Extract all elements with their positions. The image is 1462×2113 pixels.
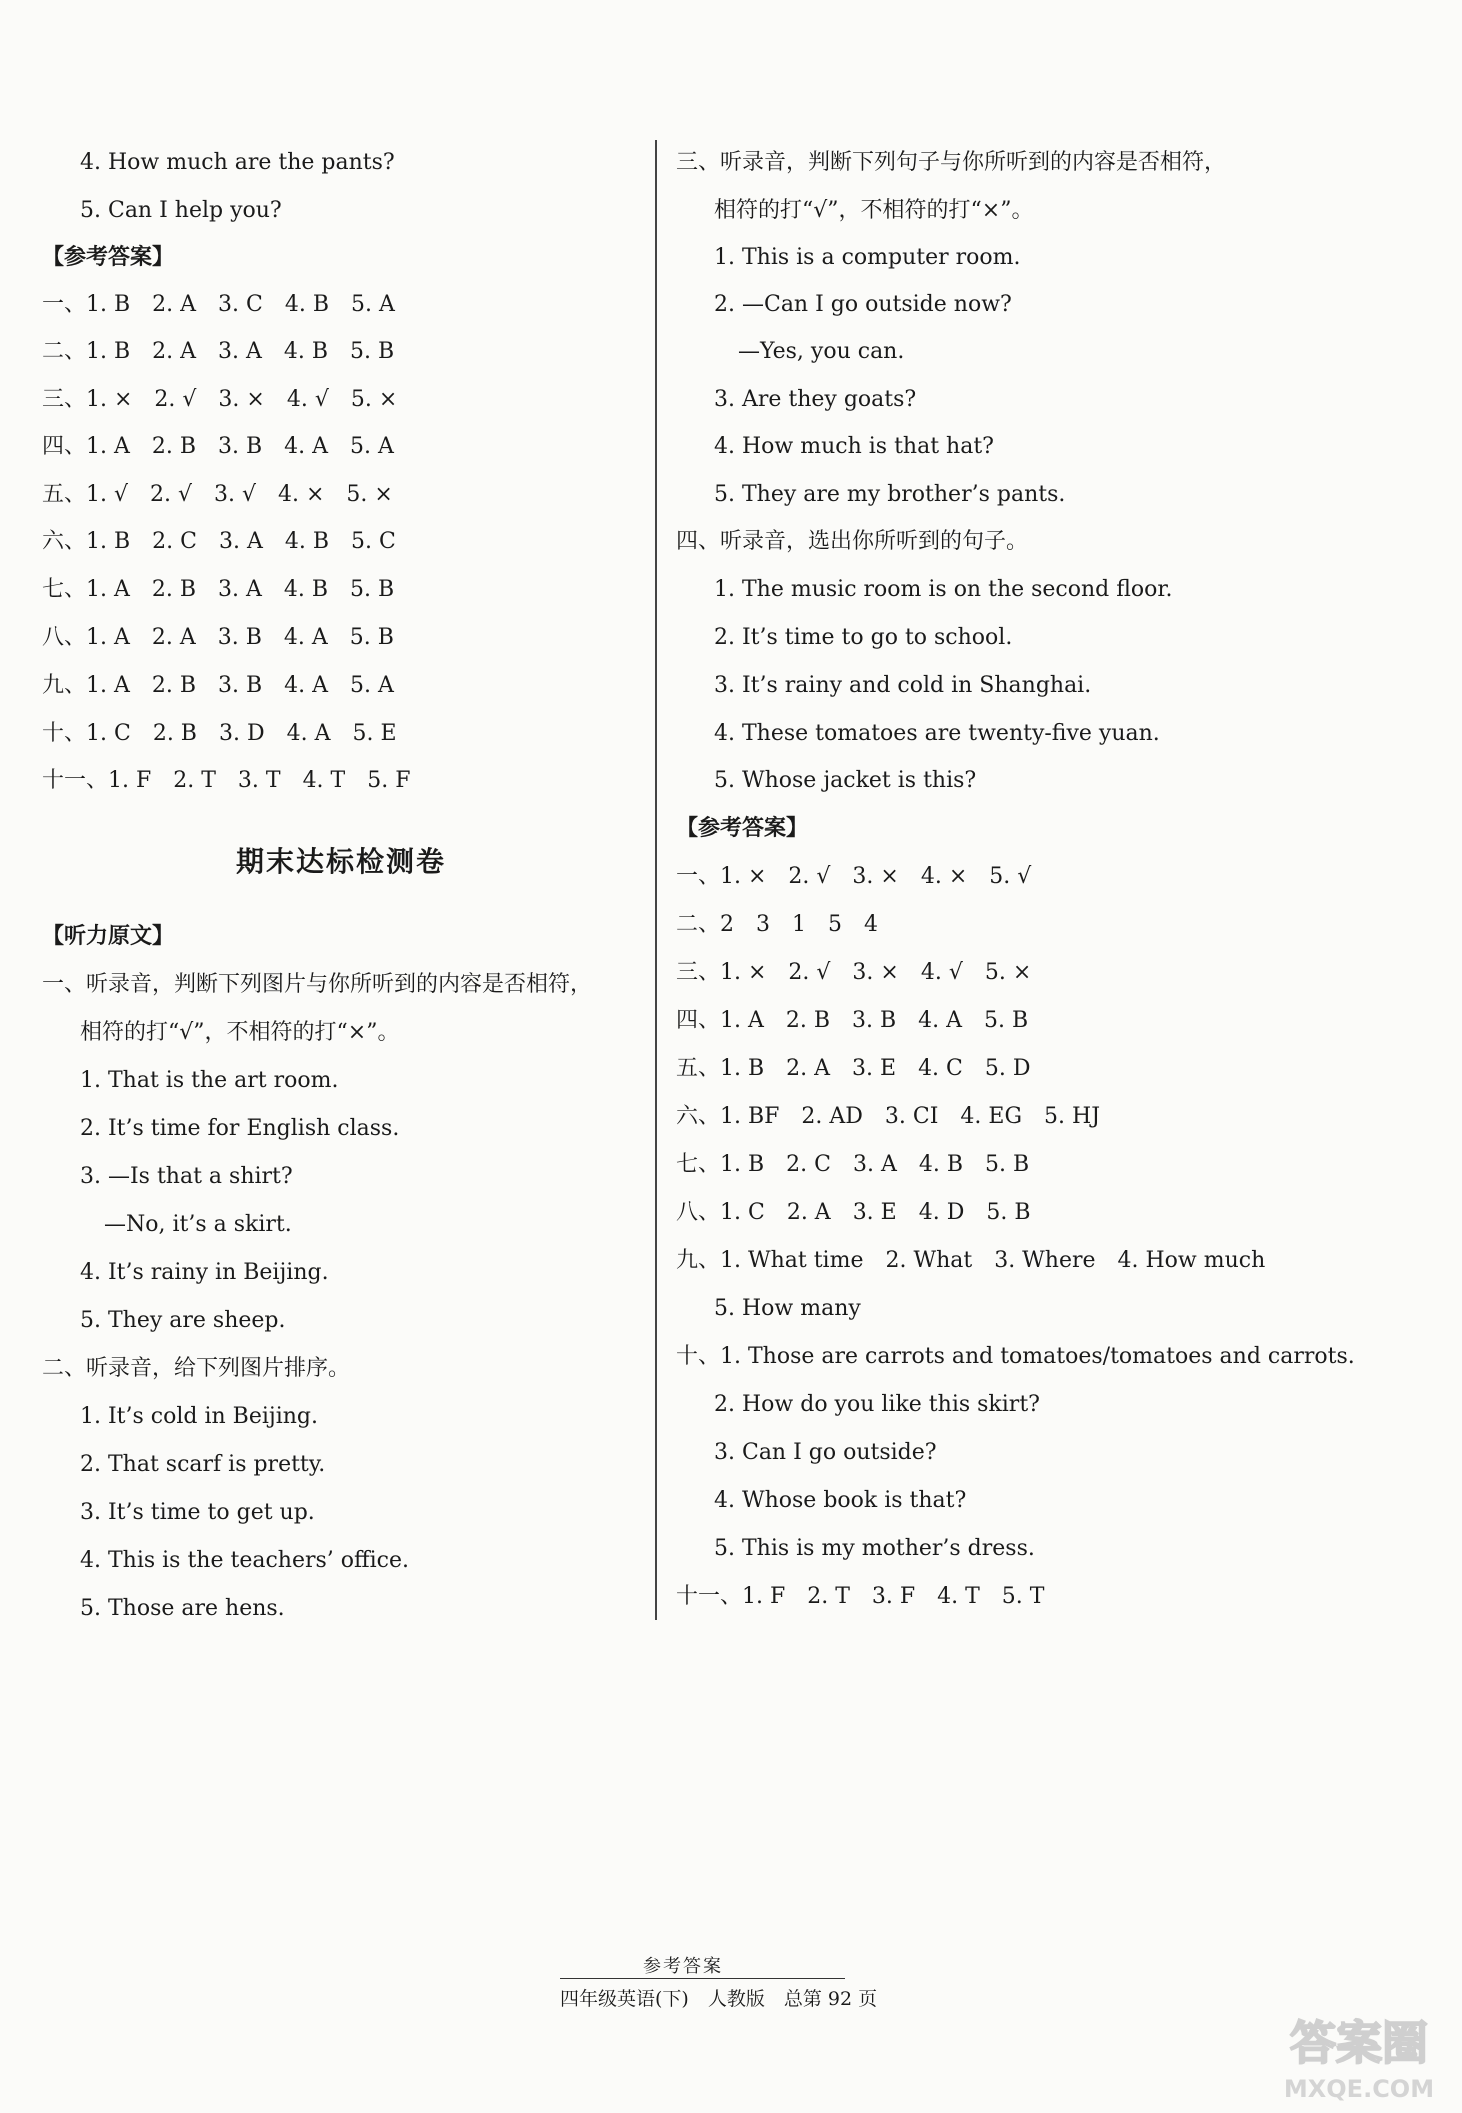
question-instruction: 相符的打“√”，不相符的打“×”。 (80, 1020, 400, 1045)
text-line: 5. Those are hens. (80, 1596, 285, 1621)
question-instruction: 二、听录音，给下列图片排序。 (42, 1356, 351, 1381)
text-line: 4. It’s rainy in Beijing. (80, 1260, 329, 1285)
answer-line: 六、1. B 2. C 3. A 4. B 5. C (42, 529, 396, 554)
answer-line: 八、1. C 2. A 3. E 4. D 5. B (676, 1200, 1031, 1225)
text-line: 1. It’s cold in Beijing. (80, 1404, 318, 1429)
watermark-logo-icon (1264, 2007, 1454, 2107)
text-line: 4. This is the teachers’ office. (80, 1548, 410, 1573)
answer-line: 十一、1. F 2. T 3. T 4. T 5. F (42, 768, 411, 793)
answer-line: 一、1. B 2. A 3. C 4. B 5. A (42, 292, 395, 317)
watermark-text-bottom: MXQE.COM (1283, 2075, 1435, 2103)
answer-line: 5. How many (714, 1296, 861, 1321)
answer-line: 三、1. × 2. √ 3. × 4. √ 5. × (676, 960, 1032, 985)
column-divider (655, 140, 657, 1620)
answer-line: 九、1. A 2. B 3. B 4. A 5. A (42, 673, 394, 698)
text-line: 5. They are my brother’s pants. (714, 482, 1066, 507)
text-line: 1. The music room is on the second floor. (714, 577, 1173, 602)
question-instruction: 一、听录音，判断下列图片与你所听到的内容是否相符， (42, 972, 593, 997)
question-instruction: 四、听录音，选出你所听到的句子。 (676, 529, 1029, 554)
text-line: 2. —Can I go outside now? (714, 292, 1012, 317)
text-line: 1. This is a computer room. (714, 245, 1021, 270)
answer-heading: 【参考答案】 (676, 816, 809, 841)
text-line: 3. Are they goats? (714, 387, 917, 412)
answer-line: 十、1. C 2. B 3. D 4. A 5. E (42, 721, 397, 746)
question-instruction: 三、听录音，判断下列句子与你所听到的内容是否相符， (676, 150, 1227, 175)
answer-line: 二、1. B 2. A 3. A 4. B 5. B (42, 339, 395, 364)
answer-line: 3. Can I go outside? (714, 1440, 937, 1465)
answer-line: 三、1. × 2. √ 3. × 4. √ 5. × (42, 387, 398, 412)
text-line: 2. It’s time to go to school. (714, 625, 1013, 650)
text-line: 2. It’s time for English class. (80, 1116, 400, 1141)
answer-line: 九、1. What time 2. What 3. Where 4. How much (676, 1248, 1266, 1273)
watermark-logo (1264, 2007, 1454, 2107)
text-line: —Yes, you can. (738, 339, 905, 364)
footer-rule (560, 1978, 845, 1979)
answer-line: 十、1. Those are carrots and tomatoes/tomatoes and carrots. (676, 1344, 1355, 1369)
text-line: 4. These tomatoes are twenty-five yuan. (714, 721, 1160, 746)
answer-line: 五、1. √ 2. √ 3. √ 4. × 5. × (42, 482, 393, 507)
text-line: 5. Can I help you? (80, 198, 282, 223)
answer-line: 五、1. B 2. A 3. E 4. C 5. D (676, 1056, 1031, 1081)
answer-line: 七、1. A 2. B 3. A 4. B 5. B (42, 577, 395, 602)
answer-line: 4. Whose book is that? (714, 1488, 967, 1513)
answer-line: 八、1. A 2. A 3. B 4. A 5. B (42, 625, 394, 650)
text-line: 5. Whose jacket is this? (714, 768, 977, 793)
text-line: —No, it’s a skirt. (104, 1212, 292, 1237)
text-line: 5. They are sheep. (80, 1308, 286, 1333)
footer-page-info: 四年级英语(下) 人教版 总第 92 页 (560, 1988, 878, 2010)
text-line: 3. It’s time to get up. (80, 1500, 315, 1525)
text-line: 3. —Is that a shirt? (80, 1164, 293, 1189)
footer-title: 参考答案 (643, 1956, 723, 1977)
answer-line: 四、1. A 2. B 3. B 4. A 5. A (42, 434, 394, 459)
answer-line: 二、2 3 1 5 4 (676, 912, 878, 937)
answer-line: 六、1. BF 2. AD 3. CI 4. EG 5. HJ (676, 1104, 1101, 1129)
answer-line: 七、1. B 2. C 3. A 4. B 5. B (676, 1152, 1030, 1177)
listening-heading: 【听力原文】 (42, 924, 175, 949)
answer-line: 一、1. × 2. √ 3. × 4. × 5. √ (676, 864, 1032, 889)
answer-line: 5. This is my mother’s dress. (714, 1536, 1035, 1561)
text-line: 1. That is the art room. (80, 1068, 339, 1093)
question-instruction: 相符的打“√”，不相符的打“×”。 (714, 198, 1034, 223)
answer-heading: 【参考答案】 (42, 245, 175, 270)
section-title: 期末达标检测卷 (236, 845, 447, 878)
text-line: 2. That scarf is pretty. (80, 1452, 326, 1477)
text-line: 3. It’s rainy and cold in Shanghai. (714, 673, 1092, 698)
answer-line: 十一、1. F 2. T 3. F 4. T 5. T (676, 1584, 1045, 1609)
watermark-text-top: 答案圈 (1290, 2016, 1428, 2070)
answer-line: 2. How do you like this skirt? (714, 1392, 1040, 1417)
answer-line: 四、1. A 2. B 3. B 4. A 5. B (676, 1008, 1029, 1033)
text-line: 4. How much are the pants? (80, 150, 395, 175)
text-line: 4. How much is that hat? (714, 434, 994, 459)
